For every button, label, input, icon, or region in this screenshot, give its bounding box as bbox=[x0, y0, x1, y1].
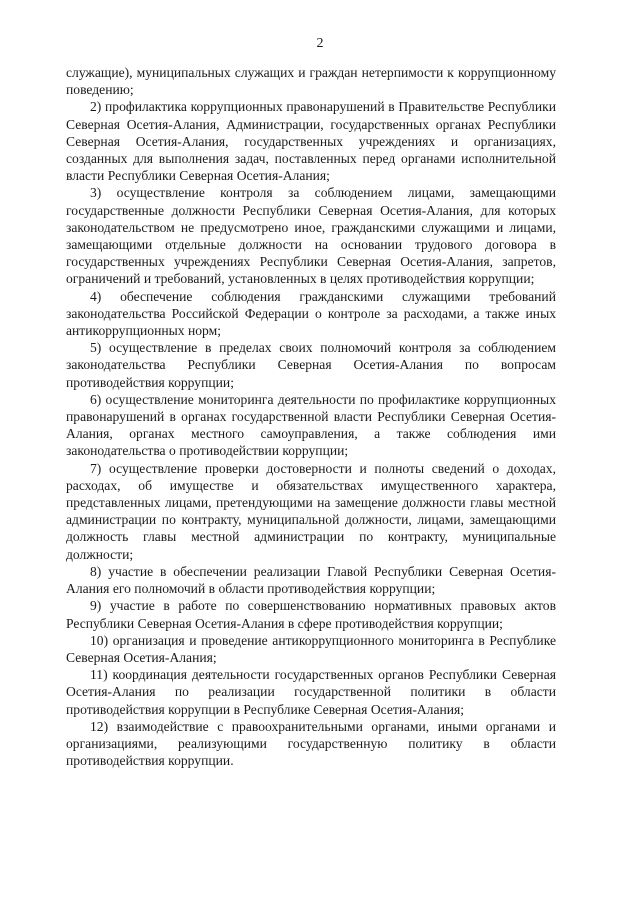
paragraph-item-9: 9) участие в работе по совершенствованию нормативных правовых актов Республики Северная Осетия-Алания в сфере противодействия коррупции; bbox=[66, 598, 556, 631]
paragraph-item-3: 3) осуществление контроля за соблюдением лицами, замещающими государственные должности Республики Северная Осетия-Алания, для которых законодательством не предусмотрено иное, гражданскими служащими и лицами, замещающими отдельные должности на основании трудового договора в государственных учреждениях Республики Северная Осетия-Алания, запретов, ограничений и требований, установленных в целях противодействия коррупции; bbox=[66, 185, 556, 287]
paragraph-item-7: 7) осуществление проверки достоверности и полноты сведений о доходах, расходах, об имуществе и обязательствах имущественного характера, представленных лицами, претендующими на замещение должности главы местной администрации по контракту, муниципальной должности, лицами, замещающими должность главы местной администрации по контракту, муниципальные должности; bbox=[66, 460, 556, 562]
paragraph-item-10: 10) организация и проведение антикоррупционного мониторинга в Республике Северная Осетия-Алания; bbox=[66, 632, 556, 665]
paragraph-item-6: 6) осуществление мониторинга деятельности по профилактике коррупционных правонарушений в органах государственной власти Республики Северная Осетия-Алания, органах местного самоуправления, а также соблюдения ими законодательства о противодействии коррупции; bbox=[66, 391, 556, 459]
paragraph-continuation: служащие), муниципальных служащих и граждан нетерпимости к коррупционному поведению; bbox=[66, 65, 556, 98]
paragraph-item-12: 12) взаимодействие с правоохранительными органами, иными органами и организациями, реализующими государственную политику в области противодействия коррупции. bbox=[66, 718, 556, 769]
document-body bbox=[66, 64, 556, 769]
paragraph-item-11: 11) координация деятельности государственных органов Республики Северная Осетия-Алания по реализации государственной политики в области противодействия коррупции в Республике Северная Осетия-Алания; bbox=[66, 667, 556, 717]
paragraph-item-5: 5) осуществление в пределах своих полномочий контроля за соблюдением законодательства Республики Северная Осетия-Алания по вопросам противодействия коррупции; bbox=[66, 340, 556, 390]
paragraph-item-2: 2) профилактика коррупционных правонарушений в Правительстве Республики Северная Осетия-Алания, Администрации, государственных органах Республики Северная Осетия-Алания, государственных учреждениях и организациях, созданных для выполнения задач, поставленных перед органами исполнительной власти Республики Северная Осетия-Алания; bbox=[66, 99, 556, 184]
page-number: 2 bbox=[316, 36, 324, 51]
paragraph-item-4: 4) обеспечение соблюдения гражданскими служащими требований законодательства Российской Федерации о контроле за расходами, а также иных антикоррупционных норм; bbox=[66, 288, 556, 339]
paragraph-item-8: 8) участие в обеспечении реализации Главой Республики Северная Осетия-Алания его полномочий в области противодействия коррупции; bbox=[66, 563, 556, 597]
